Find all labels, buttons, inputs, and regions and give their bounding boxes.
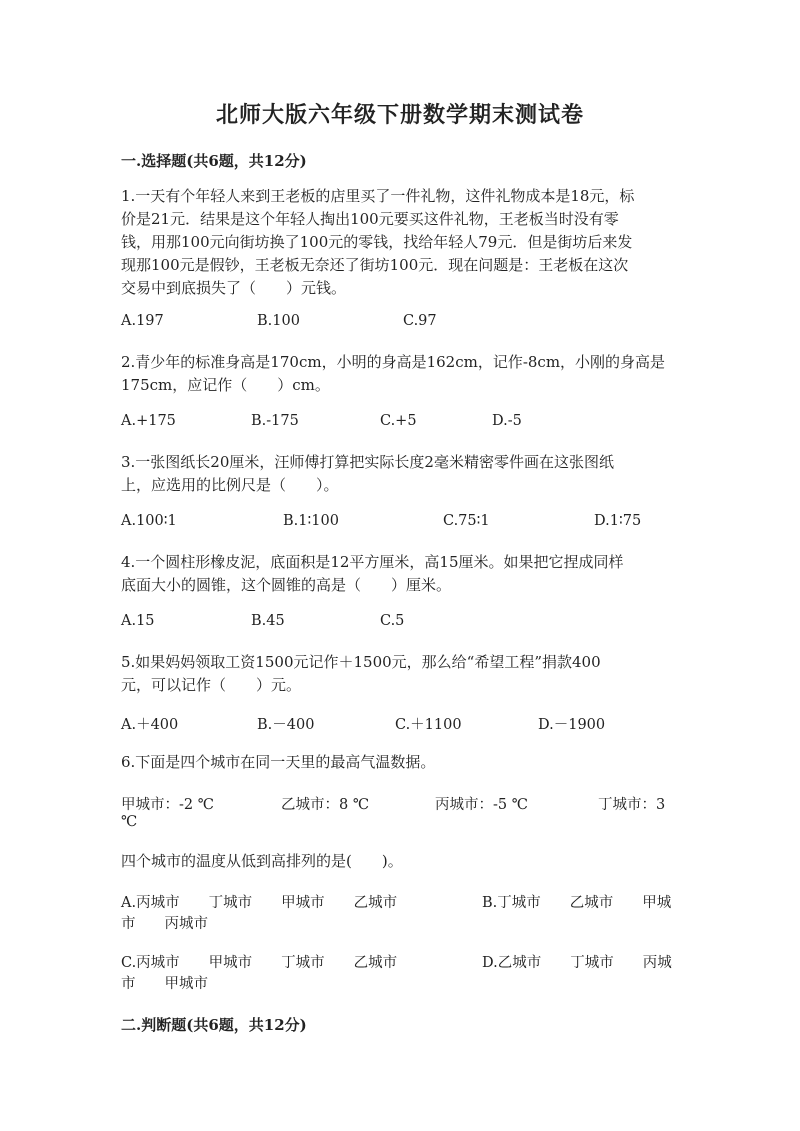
question-line: 钱，用那100元向街坊换了100元的零钱，找给年轻人79元．但是街坊后来发 [121,233,633,251]
section-heading-choice: 一.选择题(共6题，共12分) [121,152,307,170]
question-6 [121,751,681,774]
option-c[interactable]: C.+5 [380,413,417,429]
option-a[interactable]: A.＋400 [121,717,179,733]
question-line: 5.如果妈妈领取工资1500元记作＋1500元，那么给“希望工程”捐款400 [121,653,601,671]
option-c[interactable]: C.丙城市 甲城市 丁城市 乙城市 [121,955,398,971]
question-line: 现那100元是假钞，王老板无奈还了街坊100元．现在问题是：王老板在这次 [121,256,629,274]
option-d[interactable]: D.1∶75 [594,513,642,529]
option-d[interactable]: D.-5 [492,413,522,429]
question-line: 价是21元．结果是这个年轻人掏出100元要买这件礼物，王老板当时没有零 [121,210,619,228]
option-b[interactable]: B.-175 [251,413,299,429]
option-a[interactable]: A.+175 [121,413,176,429]
option-a[interactable]: A.197 [121,313,164,329]
option-wrap-line: 市 丙城市 [121,916,208,932]
option-d[interactable]: D.－1900 [538,717,606,733]
question-line: 2.青少年的标准身高是170cm，小明的身高是162cm，记作-8cm，小刚的身高是 [121,353,666,371]
city-temp-bing: 丙城市：-5 ℃ [435,797,528,813]
option-d[interactable]: D.乙城市 丁城市 丙城 [482,955,672,971]
city-temp-unit: ℃ [121,814,138,830]
city-temp-yi: 乙城市：8 ℃ [281,797,370,813]
option-c[interactable]: C.＋1100 [395,717,462,733]
question-line: 3.一张图纸长20厘米，汪师傅打算把实际长度2毫米精密零件画在这张图纸 [121,453,614,471]
question-line: 元，可以记作（ ）元。 [121,676,302,694]
question-line: 175cm，应记作（ ）cm。 [121,376,330,394]
question-line: 6.下面是四个城市在同一天里的最高气温数据。 [121,753,436,771]
question-1 [121,185,681,300]
option-b[interactable]: B.1∶100 [283,513,339,529]
option-a[interactable]: A.100∶1 [121,513,177,529]
question-line: 上，应选用的比例尺是（ ）。 [121,476,339,494]
option-wrap-line: 市 甲城市 [121,976,208,992]
city-temp-jia: 甲城市：-2 ℃ [121,797,214,813]
question-3 [121,451,681,497]
question-line: 交易中到底损失了（ ）元钱。 [121,279,347,297]
option-c[interactable]: C.75∶1 [443,513,490,529]
option-c[interactable]: C.5 [380,613,405,629]
option-b[interactable]: B.丁城市 乙城市 甲城 [482,895,672,911]
question-line: 1.一天有个年轻人来到王老板的店里买了一件礼物，这件礼物成本是18元，标 [121,187,635,205]
city-temp-ding: 丁城市：3 [598,797,666,813]
question-5 [121,651,681,697]
option-a[interactable]: A.丙城市 丁城市 甲城市 乙城市 [121,895,398,911]
option-b[interactable]: B.45 [251,613,285,629]
page-title: 北师大版六年级下册数学期末测试卷 [215,102,584,128]
question-line: 底面大小的圆锥，这个圆锥的高是（ ）厘米。 [121,576,452,594]
option-b[interactable]: B.100 [257,313,300,329]
option-b[interactable]: B.－400 [257,717,315,733]
question-6-prompt: 四个城市的温度从低到高排列的是( )。 [121,852,403,870]
question-line: 4.一个圆柱形橡皮泥，底面积是12平方厘米，高15厘米。如果把它捏成同样 [121,553,624,571]
section-heading-judgement: 二.判断题(共6题，共12分) [121,1016,307,1034]
question-2 [121,351,681,397]
option-a[interactable]: A.15 [121,613,155,629]
option-c[interactable]: C.97 [403,313,437,329]
question-4 [121,551,681,597]
